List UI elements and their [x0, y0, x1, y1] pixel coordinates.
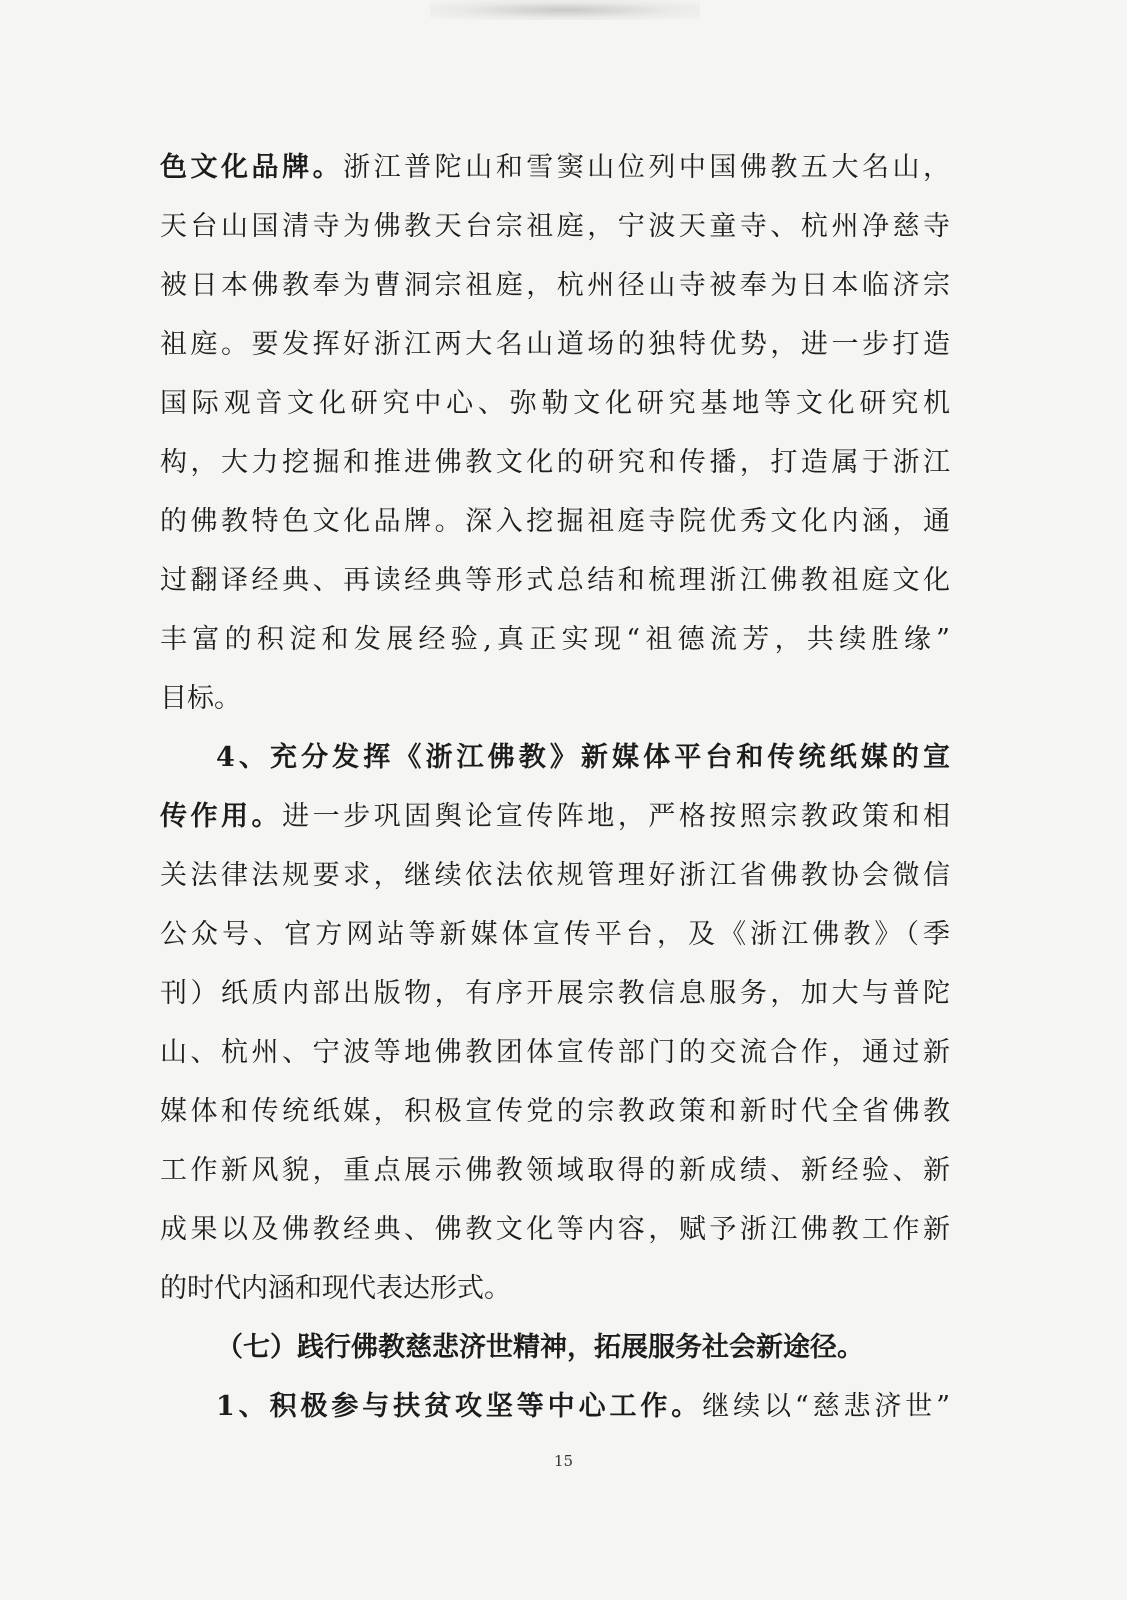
text-line: 关法律法规要求，继续依法依规管理好浙江省佛教协会微信 [160, 860, 950, 891]
text-line: 天台山国清寺为佛教天台宗祖庭，宁波天童寺、杭州净慈寺 [160, 211, 950, 242]
text-line: 公众号、官方网站等新媒体宣传平台，及《浙江佛教》（季 [160, 919, 950, 950]
page-number: 15 [553, 1452, 574, 1470]
text-line: 成果以及佛教经典、佛教文化等内容，赋予浙江佛教工作新 [160, 1214, 950, 1245]
text-line [160, 1377, 950, 1436]
text-line: 国际观音文化研究中心、弥勒文化研究基地等文化研究机 [160, 388, 950, 419]
body-text-span: 浙江普陀山和雪窦山位列中国佛教五大名山， [343, 152, 951, 183]
text-line: 的时代内涵和现代表达形式。 [160, 1273, 511, 1304]
text-line: 构，大力挖掘和推进佛教文化的研究和传播，打造属于浙江 [160, 447, 950, 478]
text-line [160, 787, 950, 846]
body-text-span: 继续以“慈悲济世” [702, 1391, 950, 1422]
text-line [160, 138, 950, 197]
text-line: 祖庭。要发挥好浙江两大名山道场的独特优势，进一步打造 [160, 329, 950, 360]
text-line: 刊）纸质内部出版物，有序开展宗教信息服务，加大与普陀 [160, 978, 950, 1009]
bold-heading-text: 传作用。 [160, 801, 283, 832]
section-heading: 4、充分发挥《浙江佛教》新媒体平台和传统纸媒的宣 [216, 742, 950, 773]
bold-heading-text: 1、积极参与扶贫攻坚等中心工作。 [216, 1391, 703, 1422]
section-heading: （七）践行佛教慈悲济世精神，拓展服务社会新途径。 [216, 1332, 864, 1363]
text-line: 山、杭州、宁波等地佛教团体宣传部门的交流合作，通过新 [160, 1037, 950, 1068]
text-line: 过翻译经典、再读经典等形式总结和梳理浙江佛教祖庭文化 [160, 565, 950, 596]
body-text [160, 138, 950, 1436]
text-line: 工作新风貌，重点展示佛教领域取得的新成绩、新经验、新 [160, 1155, 950, 1186]
body-text-span: 进一步巩固舆论宣传阵地，严格按照宗教政策和相 [282, 801, 951, 832]
scan-smudge [430, 0, 700, 20]
text-line: 媒体和传统纸媒，积极宣传党的宗教政策和新时代全省佛教 [160, 1096, 950, 1127]
text-line: 的佛教特色文化品牌。深入挖掘祖庭寺院优秀文化内涵，通 [160, 506, 950, 537]
text-line: 目标。 [160, 683, 241, 714]
bold-heading-text: 色文化品牌。 [160, 152, 344, 183]
text-line: 丰富的积淀和发展经验,真正实现“祖德流芳，共续胜缘” [160, 624, 950, 655]
text-line: 被日本佛教奉为曹洞宗祖庭，杭州径山寺被奉为日本临济宗 [160, 270, 950, 301]
